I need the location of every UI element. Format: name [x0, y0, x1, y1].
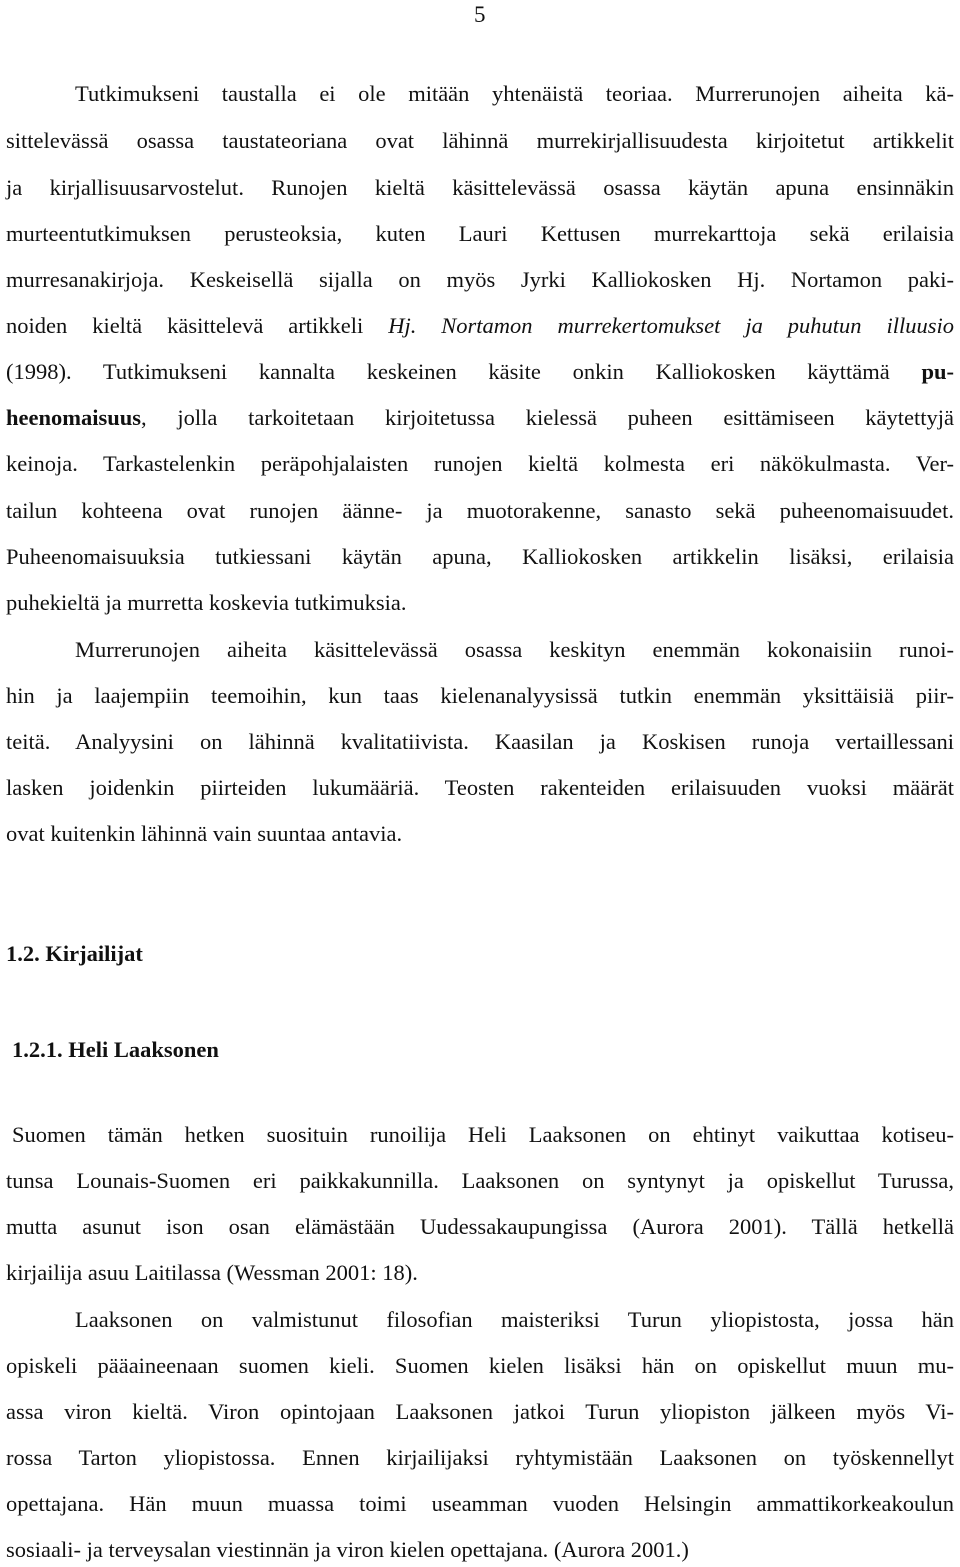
text-line: teitä. Analyysini on lähinnä kvalitatiivista. Kaasilan ja Koskisen runoja vertaillessani	[6, 729, 954, 754]
text-line	[6, 311, 954, 341]
text-line: assa viron kieltä. Viron opintojaan Laaksonen jatkoi Turun yliopiston jälkeen myös Vi-	[6, 1399, 954, 1424]
section-heading: 1.2. Kirjailijat	[6, 941, 143, 966]
text-line: Suomen tämän hetken suosituin runoilija Heli Laaksonen on ehtinyt vaikuttaa kotiseu-	[12, 1122, 954, 1147]
text-line: lasken joidenkin piirteiden lukumääriä. Teosten rakenteiden erilaisuuden vuoksi määrät	[6, 775, 954, 800]
text-line: hin ja laajempiin teemoihin, kun taas kielenanalyysissä tutkin enemmän yksittäisiä piir-	[6, 683, 954, 708]
bold-term: heenomaisuus	[6, 405, 142, 430]
text-line: murteentutkimuksen perusteoksia, kuten Lauri Kettusen murrekarttoja sekä erilaisia	[6, 221, 954, 246]
text-line: ovat kuitenkin lähinnä vain suuntaa antavia.	[6, 821, 403, 846]
text-line: Puheenomaisuuksia tutkiessani käytän apuna, Kalliokosken artikkelin lisäksi, erilaisia	[6, 544, 954, 569]
text-line: kirjailija asuu Laitilassa (Wessman 2001: 18).	[6, 1260, 418, 1285]
text-line: Laaksonen on valmistunut filosofian maisteriksi Turun yliopistosta, jossa hän	[75, 1307, 954, 1332]
text-line: ja kirjallisuusarvostelut. Runojen kieltä käsittelevässä osassa käytän apuna ensinnäkin	[6, 175, 954, 200]
text-line: keinoja. Tarkastelenkin peräpohjalaisten runojen kieltä kolmesta eri näkökulmasta. Ver-	[6, 451, 954, 476]
bold-term: pu-	[921, 359, 954, 384]
text-line: tunsa Lounais-Suomen eri paikkakunnilla. Laaksonen on syntynyt ja opiskellut Turussa,	[6, 1168, 954, 1193]
text-line: murresanakirjoja. Keskeisellä sijalla on myös Jyrki Kalliokosken Hj. Nortamon paki-	[6, 267, 954, 292]
text-line: tailun kohteena ovat runojen äänne- ja muotorakenne, sanasto sekä puheenomaisuudet.	[6, 498, 954, 523]
text-segment: , jolla tarkoitetaan kirjoitetussa kielessä puheen esittämiseen käytettyjä	[141, 405, 954, 430]
text-line: Murrerunojen aiheita käsittelevässä osassa keskityn enemmän kokonaisiin runoi-	[75, 637, 954, 662]
text-line	[6, 403, 954, 433]
text-line: Tutkimukseni taustalla ei ole mitään yhtenäistä teoriaa. Murrerunojen aiheita kä-	[75, 81, 954, 106]
page-number: 5	[474, 2, 486, 27]
text-line: puhekieltä ja murretta koskevia tutkimuksia.	[6, 590, 407, 615]
text-line: sosiaali- ja terveysalan viestinnän ja viron kielen opettajana. (Aurora 2001.)	[6, 1537, 689, 1562]
text-line: mutta asunut ison osan elämästään Uudessakaupungissa (Aurora 2001). Tällä hetkellä	[6, 1214, 954, 1239]
subsection-heading: 1.2.1. Heli Laaksonen	[12, 1037, 219, 1062]
text-segment: noiden kieltä käsittelevä artikkeli	[6, 313, 389, 338]
text-line: opiskeli pääaineenaan suomen kieli. Suomen kielen lisäksi hän on opiskellut muun mu-	[6, 1353, 954, 1378]
text-segment: (1998). Tutkimukseni kannalta keskeinen käsite onkin Kalliokosken käyttämä	[6, 359, 922, 384]
text-line	[6, 357, 954, 387]
italic-title: Hj. Nortamon murrekertomukset ja puhutun illuusio	[388, 313, 954, 338]
text-line: opettajana. Hän muun muassa toimi useamman vuoden Helsingin ammattikorkeakoulun	[6, 1491, 954, 1516]
text-line: sittelevässä osassa taustateoriana ovat lähinnä murrekirjallisuudesta kirjoitetut artikkelit	[6, 128, 954, 153]
text-line: rossa Tarton yliopistossa. Ennen kirjailijaksi ryhtymistään Laaksonen on työskennellyt	[6, 1445, 954, 1470]
